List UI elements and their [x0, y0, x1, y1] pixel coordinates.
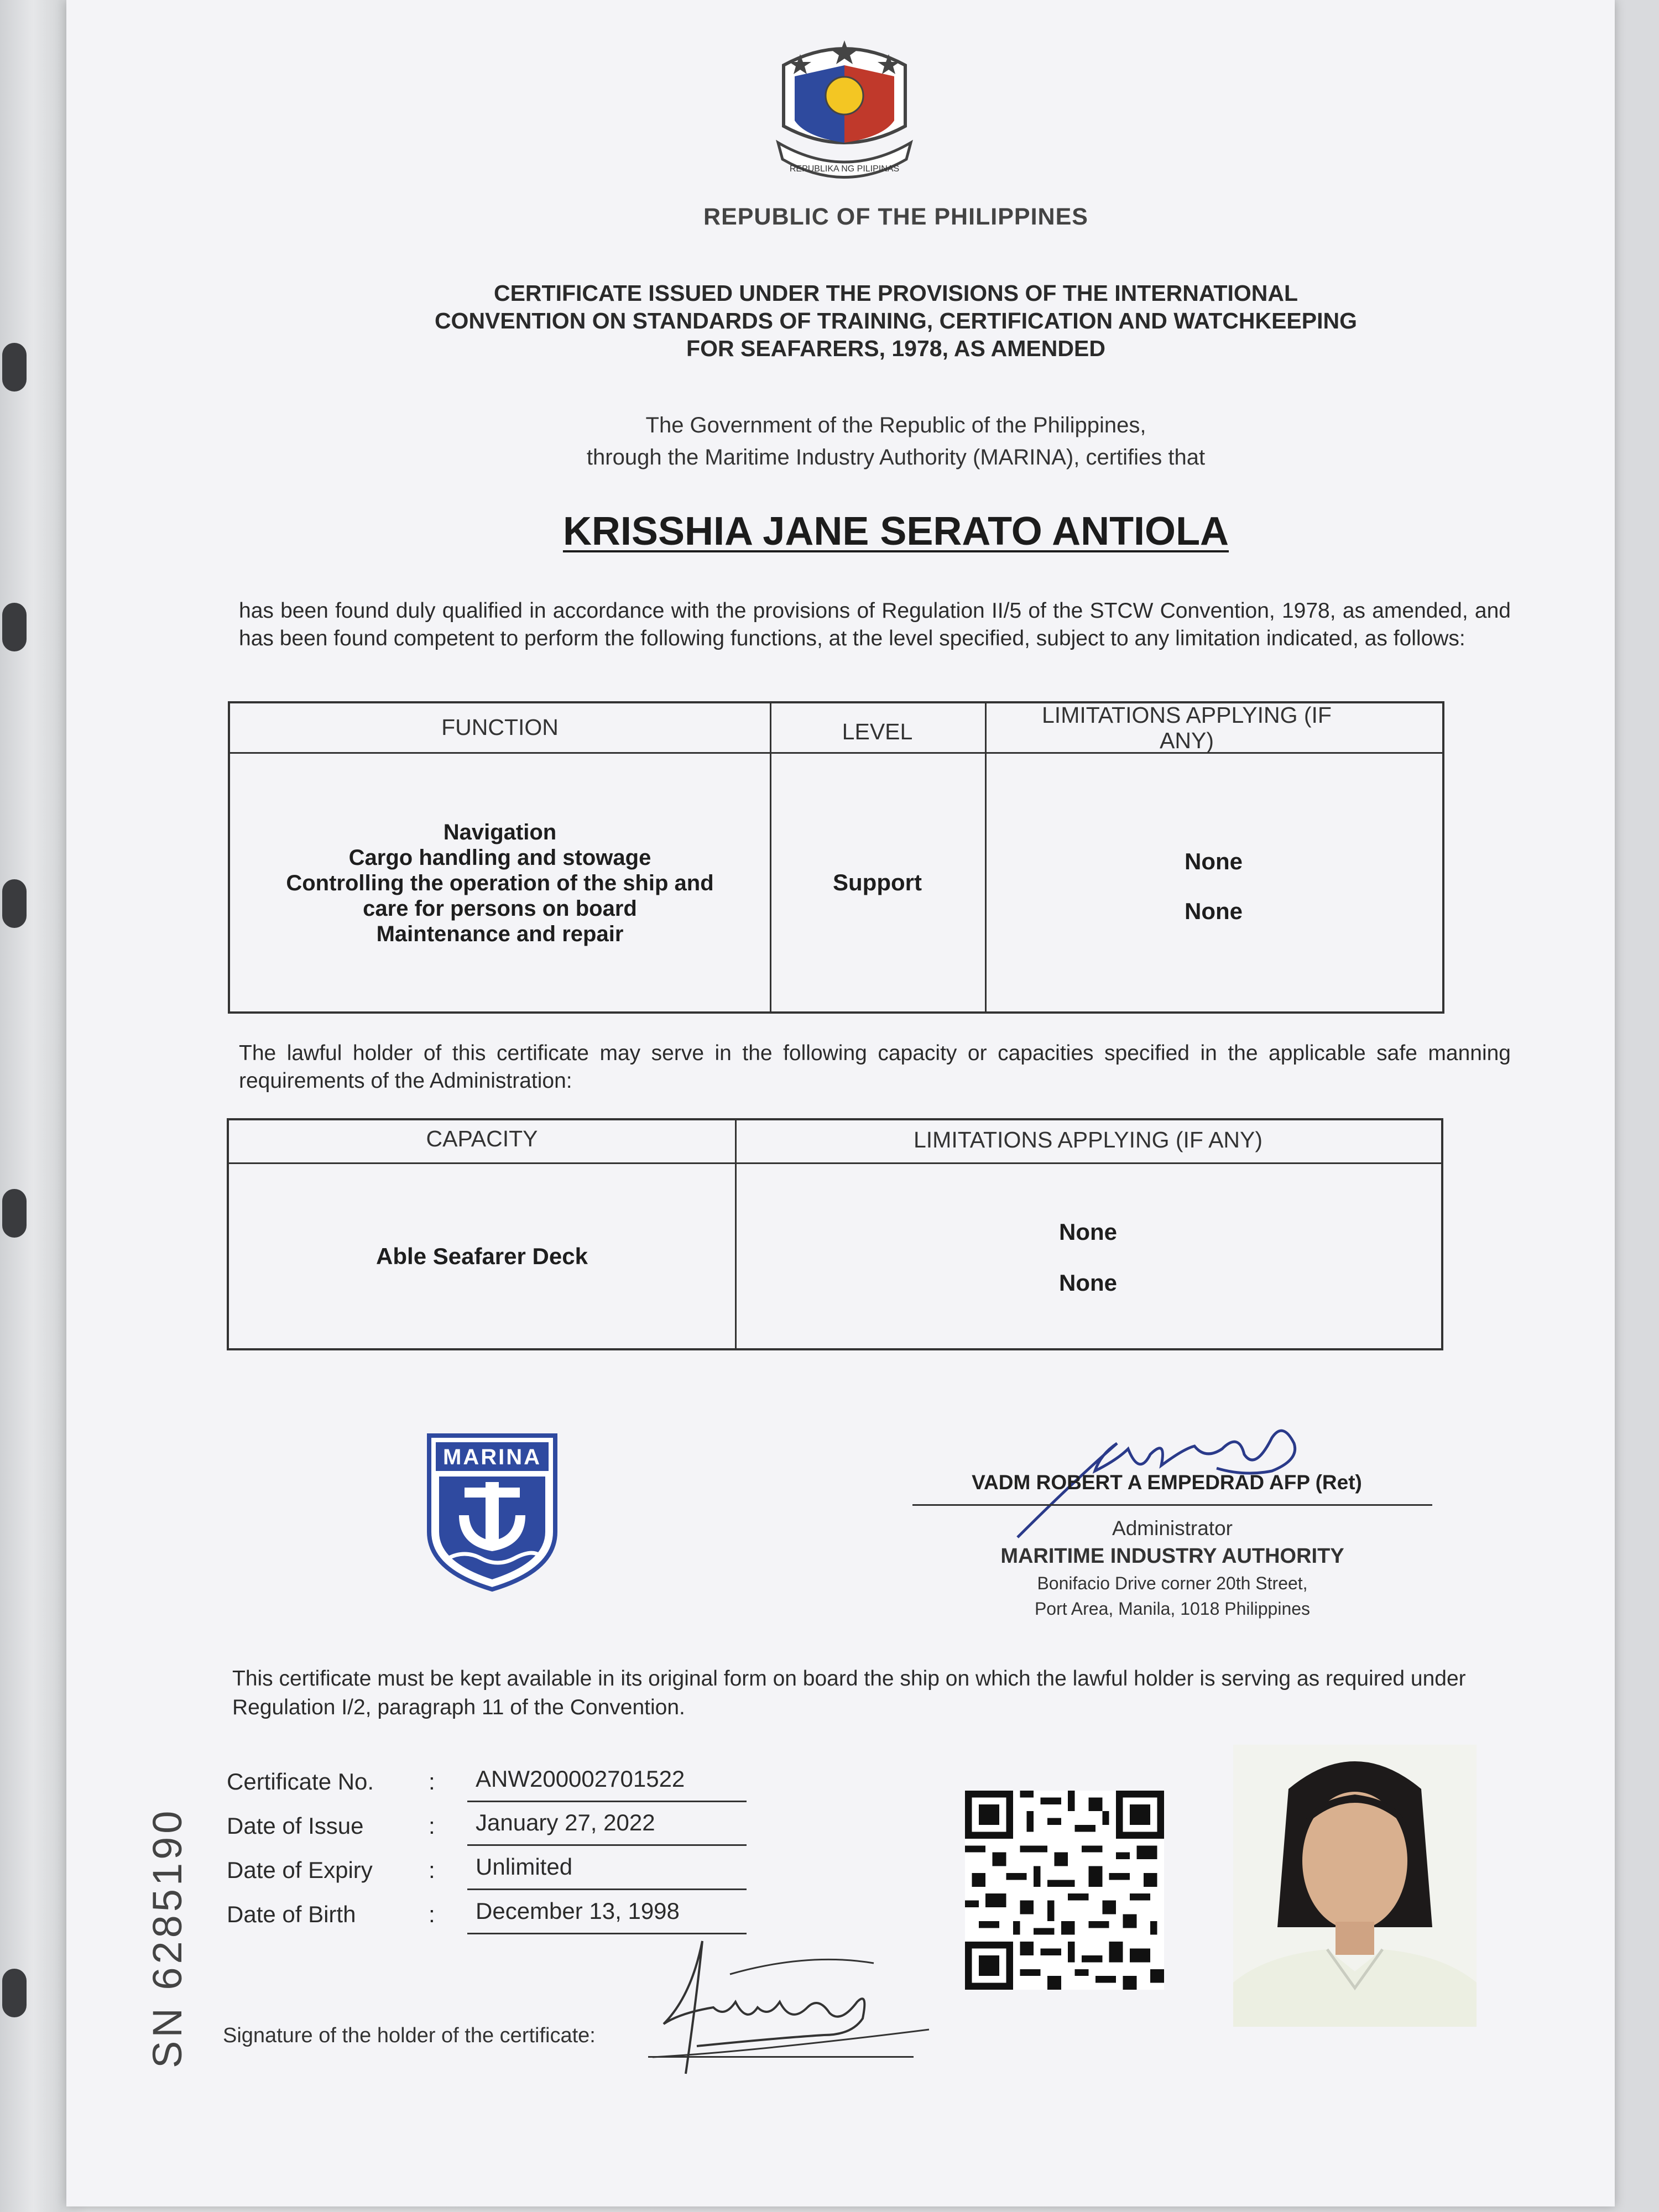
detail-label: Date of Issue: [227, 1813, 364, 1839]
capacity-table: [227, 1118, 1443, 1350]
function-item: care for persons on board: [363, 896, 637, 921]
footnote-text: This certificate must be kept available in its original form on board the ship on which the lawful holder is serving as required under Regulation I/2, paragraph 11 of the Convention.: [232, 1667, 1466, 1719]
header-level: LEVEL: [842, 719, 913, 744]
function-item: Cargo handling and stowage: [348, 846, 651, 870]
function-item: Maintenance and repair: [376, 922, 624, 946]
detail-colon: :: [429, 1768, 435, 1794]
detail-colon: :: [429, 1857, 435, 1883]
seal-text: REPUBLIKA NG PILIPINAS: [789, 164, 900, 174]
binder-hole: [2, 343, 27, 392]
function-item: Controlling the operation of the ship and: [286, 871, 714, 895]
administrator-title: Administrator: [1112, 1517, 1233, 1540]
detail-underline: [467, 1801, 747, 1802]
table-divider: [229, 1162, 1441, 1164]
detail-label: Date of Birth: [227, 1901, 356, 1927]
limitation-value: None: [1185, 848, 1243, 874]
binder-hole: [2, 1189, 27, 1238]
holder-signature-line: [648, 2056, 914, 2058]
address-line: Bonifacio Drive corner 20th Street,: [1037, 1573, 1308, 1593]
function-list: [230, 820, 770, 947]
qr-code-icon: [965, 1791, 1164, 1990]
functions-table: [228, 701, 1444, 1014]
date-of-birth: December 13, 1998: [476, 1898, 680, 1924]
convention-heading: [232, 279, 1559, 362]
function-item: Navigation: [443, 820, 557, 844]
administrator-name: VADM ROBERT A EMPEDRAD AFP (Ret): [972, 1471, 1362, 1494]
agency-name: MARITIME INDUSTRY AUTHORITY: [1000, 1545, 1344, 1568]
marina-logo-text: MARINA: [443, 1445, 541, 1469]
convention-line: CERTIFICATE ISSUED UNDER THE PROVISIONS OF THE INTERNATIONAL: [493, 280, 1298, 306]
date-of-expiry: Unlimited: [476, 1854, 573, 1880]
holder-photo: [1233, 1745, 1477, 2027]
capacity-limitation-value: None: [1059, 1270, 1117, 1296]
gov-line: through the Maritime Industry Authority (MARINA), certifies that: [586, 445, 1206, 469]
detail-colon: :: [429, 1813, 435, 1839]
holder-signature-label: Signature of the holder of the certificate:: [223, 2024, 596, 2047]
binder-hole: [2, 1969, 27, 2017]
header-capacity-limitations: LIMITATIONS APPLYING (IF ANY): [913, 1127, 1263, 1152]
detail-label: Date of Expiry: [227, 1857, 373, 1883]
table-divider: [770, 703, 771, 1011]
binder-hole: [2, 879, 27, 928]
qr-code[interactable]: [965, 1791, 1164, 1990]
detail-underline: [467, 1888, 747, 1890]
address-line: Port Area, Manila, 1018 Philippines: [1034, 1599, 1311, 1619]
detail-underline: [467, 1844, 747, 1846]
binder-holes: [0, 0, 66, 2212]
qualification-text: has been found duly qualified in accordance with the provisions of Regulation II/5 of the STCW Convention, 1978, as amended, and has been found competent to perform the following functions, at the level specified, subject to any limitation indicated, as follows:: [239, 599, 1511, 650]
certificate-number: ANW200002701522: [476, 1766, 685, 1792]
certificate-page: [66, 0, 1615, 2206]
convention-line: FOR SEAFARERS, 1978, AS AMENDED: [686, 336, 1105, 361]
holder-portrait-icon: [1233, 1745, 1477, 2027]
detail-colon: :: [429, 1901, 435, 1927]
serial-number: SN 6285190: [144, 1807, 190, 2068]
holder-name: [232, 509, 1559, 554]
header-limitations: LIMITATIONS APPLYING (IF ANY): [1042, 702, 1332, 753]
detail-label: Certificate No.: [227, 1768, 374, 1794]
capacity-text: The lawful holder of this certificate may serve in the following capacity or capacities specified in the applicable safe manning requirements of the Administration:: [239, 1041, 1511, 1093]
date-of-issue: January 27, 2022: [476, 1809, 655, 1835]
capacity-limitation-value: None: [1059, 1219, 1117, 1245]
administrator-block: [896, 1515, 1449, 1621]
government-statement: [232, 409, 1559, 473]
limitation-value: None: [1185, 898, 1243, 924]
header-capacity: CAPACITY: [426, 1126, 538, 1151]
philippine-seal-icon: [761, 32, 927, 198]
country-heading: REPUBLIC OF THE PHILIPPINES: [703, 204, 1088, 230]
gov-line: The Government of the Republic of the Philippines,: [645, 413, 1146, 437]
convention-line: CONVENTION ON STANDARDS OF TRAINING, CERTIFICATION AND WATCHKEEPING: [434, 308, 1358, 333]
capacity-value: Able Seafarer Deck: [376, 1243, 588, 1269]
marina-logo-icon: [426, 1432, 559, 1593]
administrator-signature-line: [912, 1504, 1432, 1506]
header-function: FUNCTION: [441, 714, 559, 740]
level-value: Support: [833, 869, 922, 895]
binder-hole: [2, 603, 27, 651]
holder-name-text: KRISSHIA JANE SERATO ANTIOLA: [562, 509, 1229, 554]
